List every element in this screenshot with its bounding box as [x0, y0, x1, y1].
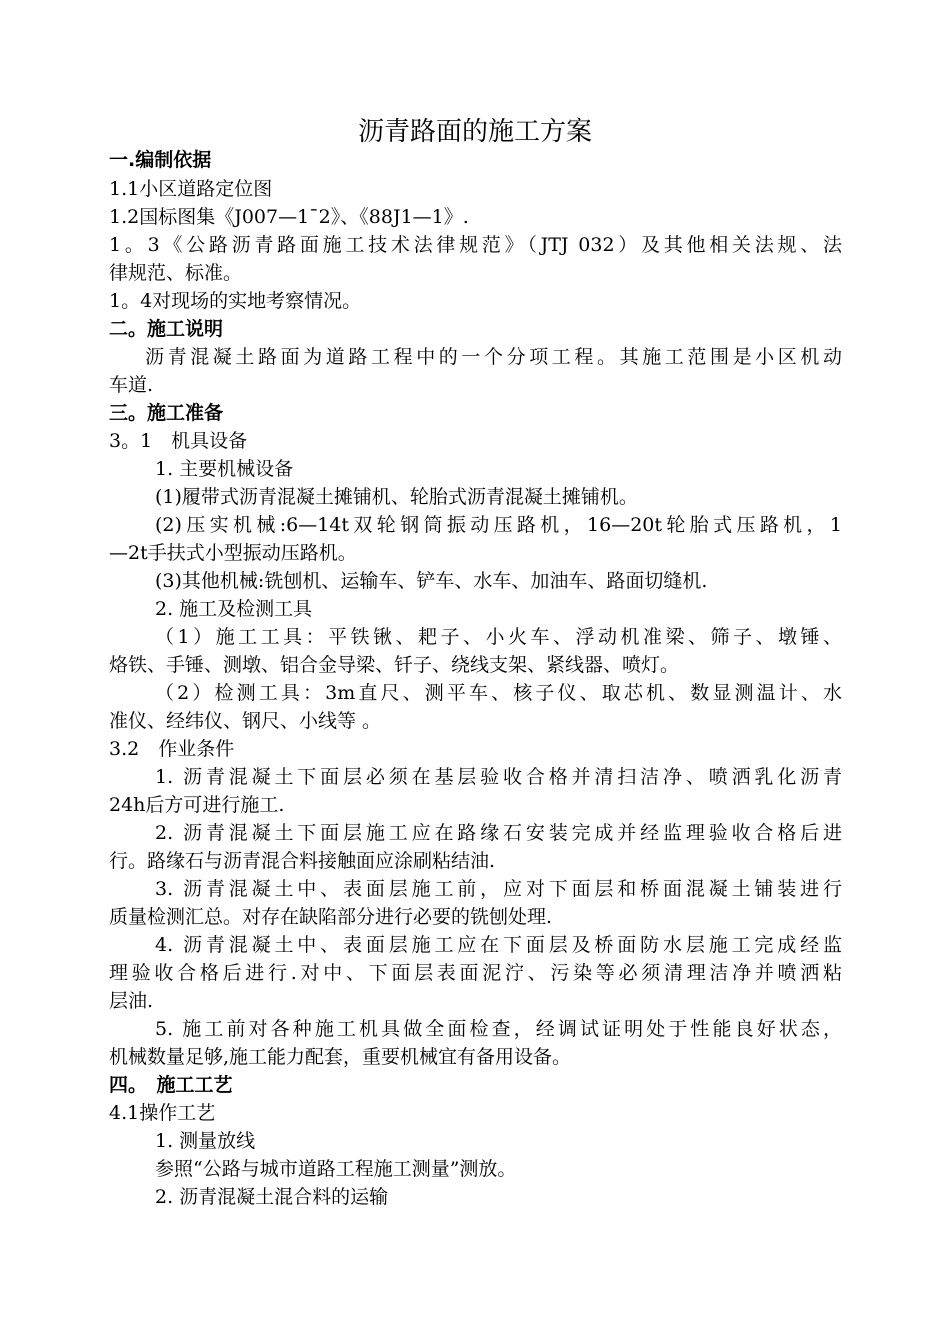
section-heading: 一.编制依据: [109, 149, 212, 171]
text-line: 3.2 作业条件: [109, 738, 235, 760]
section-heading: 二。施工说明: [109, 318, 224, 340]
text-line: （1）施工工具：平铁锹、耙子、小火车、浮动机准梁、筛子、墩锤、: [155, 626, 842, 648]
text-line: 4.1操作工艺: [109, 1102, 216, 1124]
text-line: 律规范、标准。: [109, 262, 243, 284]
text-line: 1。3《公路沥青路面施工技术法律规范》（JTJ 032）及其他相关法规、法: [109, 234, 842, 256]
document-title: 沥青路面的施工方案: [357, 117, 592, 147]
text-line: 1. 沥青混凝土下面层必须在基层验收合格并清扫洁净、喷洒乳化沥青: [155, 766, 842, 788]
section-heading: 三。施工准备: [109, 402, 224, 424]
text-line: 沥青混凝土路面为道路工程中的一个分项工程。其施工范围是小区机动: [145, 346, 842, 368]
text-line: 层油.: [109, 990, 154, 1012]
text-line: (2)压实机械:6—14t双轮钢筒振动压路机，16—20t轮胎式压路机，1: [155, 514, 842, 536]
text-line: (3)其他机械:铣刨机、运输车、铲车、水车、加油车、路面切缝机.: [155, 570, 708, 592]
text-line: 行。路缘石与沥青混合料接触面应涂刷粘结油.: [109, 850, 496, 872]
text-line: 准仪、经纬仪、钢尺、小线等 。: [109, 710, 382, 732]
text-line: （2）检测工具：3m直尺、测平车、核子仪、取芯机、数显测温计、水: [155, 682, 842, 704]
text-line: 24h后方可进行施工.: [109, 794, 285, 816]
text-line: 1.2国标图集《J007—1¯2》、《88J1—1》.: [109, 206, 469, 228]
text-line: 机械数量足够,施工能力配套，重要机械宜有备用设备。: [109, 1046, 572, 1068]
text-line: 车道.: [109, 374, 154, 396]
text-line: 3。1 机具设备: [109, 430, 248, 452]
text-line: 3. 沥青混凝土中、表面层施工前，应对下面层和桥面混凝土铺装进行: [155, 878, 842, 900]
text-line: 2. 沥青混凝土下面层施工应在路缘石安装完成并经监理验收合格后进: [155, 822, 842, 844]
text-line: (1)履带式沥青混凝土摊铺机、轮胎式沥青混凝土摊铺机。: [155, 486, 638, 508]
text-line: 1. 测量放线: [155, 1130, 256, 1152]
text-line: 2. 施工及检测工具: [155, 598, 313, 620]
text-line: 2. 沥青混凝土混合料的运输: [155, 1186, 389, 1208]
text-line: 1.1小区道路定位图: [109, 178, 273, 200]
text-line: 质量检测汇总。对存在缺陷部分进行必要的铣刨处理.: [109, 906, 553, 928]
text-line: 烙铁、手锤、测墩、铝合金导梁、钎子、绕线支架、紧线器、喷灯。: [109, 654, 680, 676]
text-line: 理验收合格后进行.对中、下面层表面泥泞、污染等必须清理洁净并喷洒粘: [109, 962, 842, 984]
text-line: 5. 施工前对各种施工机具做全面检查，经调试证明处于性能良好状态，: [155, 1018, 842, 1040]
section-heading: 四。 施工工艺: [109, 1074, 233, 1096]
text-line: 4. 沥青混凝土中、表面层施工应在下面层及桥面防水层施工完成经监: [155, 934, 842, 956]
text-line: 1。4对现场的实地考察情况。: [109, 290, 362, 312]
text-line: 参照“公路与城市道路工程施工测量”测放。: [155, 1158, 517, 1180]
text-line: 1. 主要机械设备: [155, 458, 294, 480]
text-line: —2t手扶式小型振动压路机。: [109, 542, 357, 564]
